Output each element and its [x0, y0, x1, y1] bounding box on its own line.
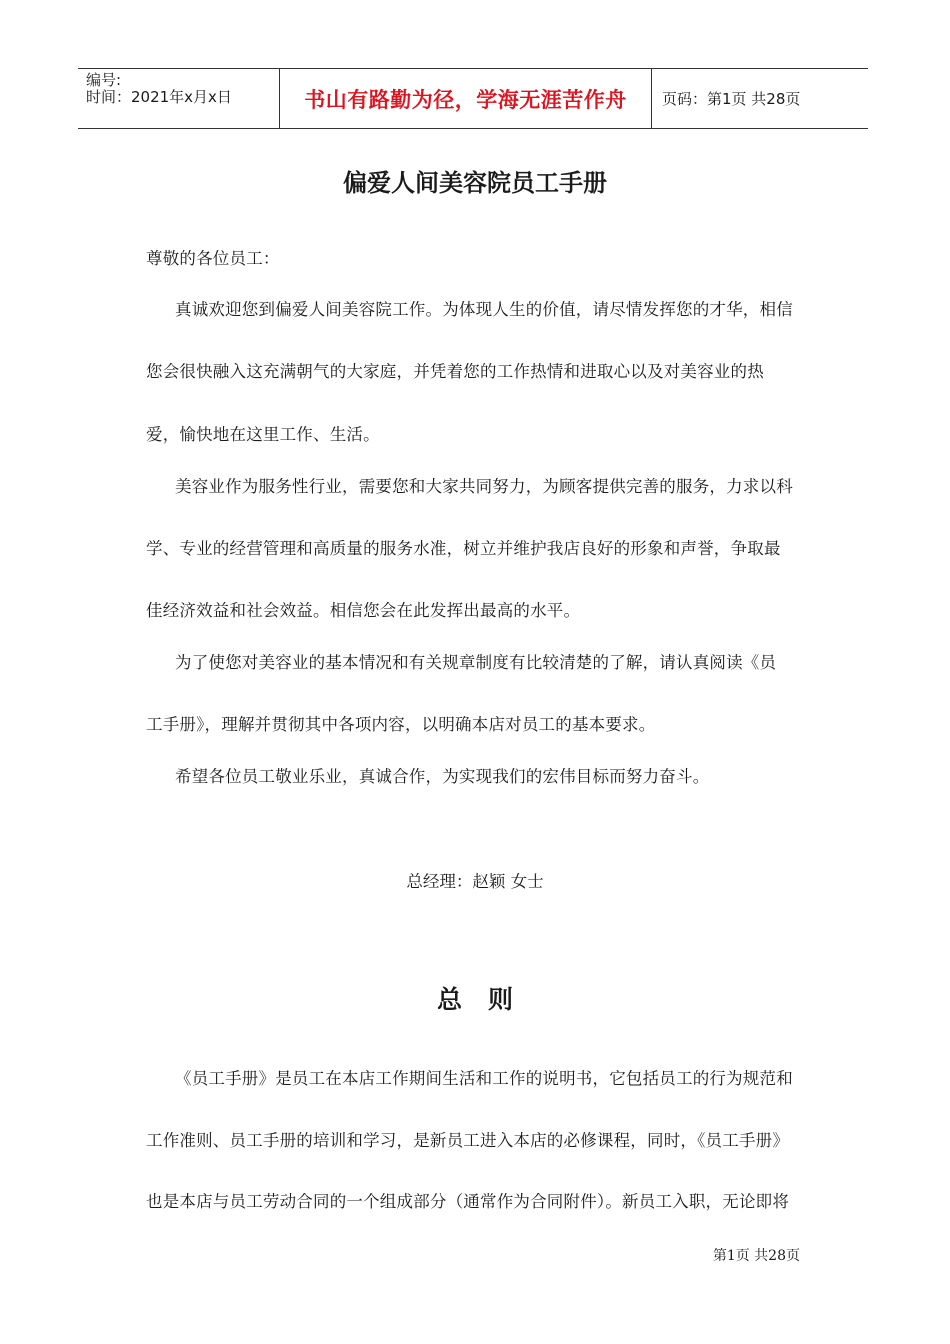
signature: 总经理：赵颖 女士	[406, 872, 544, 891]
time-label: 时间：2021年x月x日	[86, 88, 232, 106]
document-title: 偏爱人间美容院员工手册	[343, 169, 607, 197]
paragraph-line: 佳经济效益和社会效益。相信您会在此发挥出最高的水平。	[146, 601, 581, 620]
section-title: 总则	[436, 985, 539, 1014]
header-meta	[78, 69, 280, 128]
paragraph-line: 真诚欢迎您到偏爱人间美容院工作。为体现人生的价值，请尽情发挥您的才华，相信	[175, 300, 793, 319]
paragraph-line: 为了使您对美容业的基本情况和有关规章制度有比较清楚的了解，请认真阅读《员	[175, 653, 777, 672]
section-paragraph-line: 工作准则、员工手册的培训和学习，是新员工进入本店的必修课程，同时，《员工手册》	[146, 1131, 790, 1150]
section-paragraph-line: 也是本店与员工劳动合同的一个组成部分（通常作为合同附件）。新员工入职，无论即将	[146, 1192, 790, 1211]
paragraph-line: 工手册》，理解并贯彻其中各项内容，以明确本店对员工的基本要求。	[146, 715, 656, 734]
paragraph-line: 学、专业的经营管理和高质量的服务水准，树立并维护我店良好的形象和声誉，争取最	[146, 539, 781, 558]
section-paragraph-line: 《员工手册》是员工在本店工作期间生活和工作的说明书，它包括员工的行为规范和	[175, 1069, 793, 1088]
paragraph-line: 爱，愉快地在这里工作、生活。	[146, 425, 380, 444]
paragraph-line: 您会很快融入这充满朝气的大家庭，并凭着您的工作热情和进取心以及对美容业的热	[146, 362, 764, 381]
page-header	[78, 68, 868, 129]
paragraph-line: 希望各位员工敬业乐业，真诚合作，为实现我们的宏伟目标而努力奋斗。	[175, 767, 710, 786]
header-page-info: 页码：第1页 共28页	[662, 90, 801, 108]
footer-page-number: 第1页 共28页	[712, 1248, 800, 1264]
number-label: 编号:	[86, 71, 122, 89]
header-motto: 书山有路勤为径，学海无涯苦作舟	[280, 69, 652, 128]
salutation: 尊敬的各位员工：	[146, 249, 280, 268]
paragraph-line: 美容业作为服务性行业，需要您和大家共同努力，为顾客提供完善的服务，力求以科	[175, 477, 793, 496]
